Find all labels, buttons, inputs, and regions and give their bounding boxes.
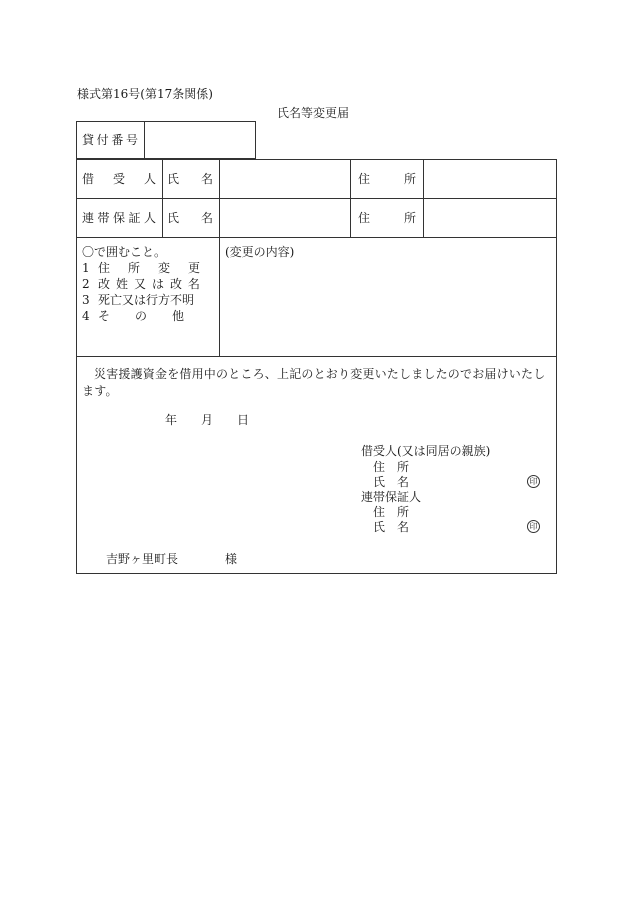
- option-4-text[interactable]: そ の 他: [98, 309, 184, 323]
- option-3-num: 3: [82, 293, 90, 307]
- form-number: 様式第16号(第17条関係): [77, 87, 213, 101]
- option-1-num: 1: [82, 261, 90, 275]
- option-1-text[interactable]: 住 所 変 更: [98, 261, 200, 275]
- addressee: 吉野ヶ里町長: [106, 552, 179, 566]
- option-2-text[interactable]: 改 姓 又 は 改 名: [98, 277, 200, 291]
- signer-guarantor-name-label: 氏 名: [373, 520, 410, 534]
- col-divider-d: [423, 159, 424, 238]
- change-instruction: 〇で囲むこと。: [82, 245, 167, 259]
- date-day-label: 日: [237, 413, 250, 427]
- date-month-label: 月: [201, 413, 214, 427]
- borrower-seal-icon: 印: [527, 475, 540, 488]
- form-title: 氏名等変更届: [277, 106, 350, 120]
- borrower-address-label: 住 所: [358, 172, 416, 186]
- signer-borrower-heading: 借受人(又は同居の親族): [361, 444, 491, 458]
- borrower-label: 借 受 人: [82, 172, 156, 186]
- declaration-statement: 災害援護資金を借用中のところ、上記のとおり変更いたしましたのでお届けいたします。: [82, 367, 546, 398]
- borrower-name-label: 氏 名: [167, 172, 213, 186]
- row-divider-3: [76, 356, 557, 357]
- guarantor-name-label: 氏 名: [167, 211, 213, 225]
- option-4-num: 4: [82, 309, 90, 323]
- col-divider-b: [219, 159, 220, 356]
- date-year-label: 年: [165, 413, 178, 427]
- guarantor-seal-icon: 印: [527, 520, 540, 533]
- row-divider-2: [76, 237, 557, 238]
- option-3-text[interactable]: 死亡又は行方不明: [98, 293, 195, 307]
- signer-guarantor-heading: 連帯保証人: [361, 490, 422, 504]
- guarantor-address-label: 住 所: [358, 211, 416, 225]
- col-divider-a: [162, 159, 163, 238]
- change-content-label: (変更の内容): [225, 245, 295, 259]
- signer-borrower-address-label: 住 所: [373, 460, 410, 474]
- col-divider-c: [350, 159, 351, 238]
- guarantor-label: 連 帯 保 証 人: [82, 211, 156, 225]
- change-content-field[interactable]: [225, 263, 551, 351]
- row-divider-1: [76, 198, 557, 199]
- addressee-honorific: 様: [225, 552, 238, 566]
- option-2-num: 2: [82, 277, 90, 291]
- loan-number-label: 貸 付 番 号: [82, 133, 138, 147]
- signer-guarantor-address-label: 住 所: [373, 505, 410, 519]
- loan-number-divider: [144, 121, 145, 159]
- signer-borrower-name-label: 氏 名: [373, 475, 410, 489]
